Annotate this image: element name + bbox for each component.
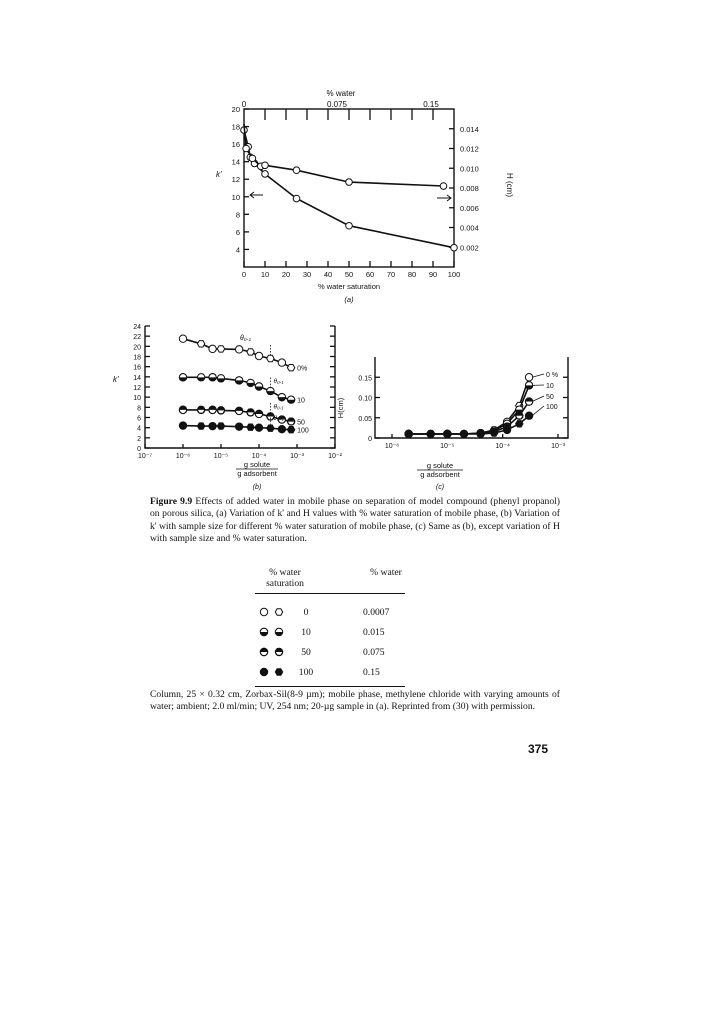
fig-b-theta-label: θ₀.₁: [273, 415, 284, 423]
fig-a-panel-label: (a): [344, 295, 354, 304]
fig-a-left-tick: 12: [231, 175, 240, 185]
fig-a-point: [249, 155, 256, 162]
fig-a-point: [243, 145, 250, 152]
fig-a-bottom-label: % water saturation: [317, 282, 381, 291]
fig-b-x-tick: 10⁻³: [290, 453, 304, 460]
fig-b-x-tick: 10⁻⁴: [251, 453, 267, 460]
fig-b-x-tick: 10⁻²: [328, 453, 342, 460]
fig-b-point: [197, 406, 204, 413]
caption-fig-label: Figure 9.9: [150, 496, 193, 507]
legend-symbols: [255, 645, 289, 659]
fig-a-left-tick: 16: [231, 140, 240, 150]
figure-caption: [150, 496, 560, 546]
fig-b-x-tick: 10⁻⁷: [137, 453, 153, 460]
fig-c-x-tick: 10⁻⁴: [495, 443, 510, 450]
legend-row: [255, 662, 405, 682]
legend-bottom-rule: [255, 686, 405, 687]
fig-c-point: [516, 412, 523, 419]
fig-c-y-label: H(cm): [336, 397, 345, 419]
fig-a-left-tick: 6: [235, 227, 240, 237]
fig-c-point: [444, 430, 451, 437]
fig-b-point: [267, 387, 274, 394]
fig-a-left-tick: 4: [235, 245, 240, 255]
fig-b-point: [267, 355, 274, 361]
fig-a-line-k: [244, 130, 454, 248]
fig-b-point: [179, 335, 186, 342]
fig-b-point: [197, 423, 204, 429]
fig-b-point: [235, 377, 242, 384]
legend-saturation: 10: [301, 626, 311, 638]
fig-a-top-title: % water: [326, 89, 356, 98]
fig-b-panel-label: (b): [252, 484, 262, 491]
fig-c-y-tick: 0.15: [358, 375, 372, 383]
fig-b-y-tick: 20: [133, 344, 141, 352]
legend-water: 0.15: [363, 666, 380, 678]
fig-b-y-tick: 24: [133, 324, 141, 331]
fig-a-right-tick: 0.014: [460, 124, 479, 134]
fig-a-right-tick: 0.006: [460, 203, 479, 213]
legend-water: 0.075: [363, 646, 385, 658]
fig-a-left-tick: 20: [231, 105, 240, 114]
fig-a-point: [293, 167, 300, 174]
fig-a-point: [346, 179, 353, 186]
fig-b-point: [235, 346, 242, 353]
fig-c-x-tick: 10⁻⁶: [384, 443, 400, 450]
fig-b-point: [287, 396, 294, 403]
fig-b-point: [247, 424, 254, 430]
fig-b-point: [217, 407, 224, 414]
fig-a-right-tick: 0.012: [460, 144, 479, 154]
fig-b-point: [255, 410, 262, 417]
fig-b-y-tick: 4: [137, 425, 141, 433]
fig-a-left-tick: 10: [231, 192, 240, 202]
fig-b-point: [255, 424, 262, 431]
fig-b-point: [197, 374, 204, 381]
fig-b-y-tick: 8: [137, 405, 141, 413]
fig-b-point: [179, 374, 186, 381]
fig-c-series-label: 100: [546, 404, 558, 411]
fig-b-point: [235, 423, 242, 430]
fig-a-left-tick: 18: [231, 122, 240, 132]
fig-a-left-tick: 8: [235, 210, 240, 220]
fig-a-point: [451, 244, 458, 251]
figure-c: [330, 353, 580, 493]
fig-c-point: [490, 430, 497, 436]
fig-b-point: [217, 423, 224, 429]
fig-b-point: [217, 375, 224, 382]
legend-circle-symbol: [260, 668, 267, 675]
legend-table: [255, 567, 405, 687]
fig-a-bottom-tick: 100: [447, 270, 461, 279]
fig-a-line-h: [244, 124, 444, 186]
legend-hexagon-symbol: [275, 628, 282, 635]
fig-c-leader-line: [532, 406, 544, 416]
fig-a-point: [440, 183, 447, 190]
fig-a-point: [262, 171, 269, 178]
fig-a-top-tick: 0.15: [423, 100, 439, 109]
fig-a-right-tick: 0.010: [460, 164, 479, 174]
fig-a-bottom-tick: 40: [323, 270, 333, 279]
fig-c-leader-line: [532, 396, 544, 402]
fig-c-series-label: 0 %: [546, 372, 559, 379]
fig-b-theta-label: θ₀.₁: [273, 403, 284, 411]
fig-a-bottom-tick: 50: [344, 270, 354, 279]
fig-c-point: [405, 430, 412, 437]
fig-a-right-label: H (cm): [505, 173, 514, 197]
fig-c-panel-label: (c): [435, 484, 445, 491]
page-number: 375: [528, 742, 549, 756]
fig-b-point: [278, 425, 285, 432]
fig-b-theta-label: θ₀.₁: [273, 378, 284, 386]
fig-b-y-tick: 16: [133, 364, 141, 372]
fig-b-point: [209, 422, 216, 429]
fig-a-bottom-tick: 10: [260, 270, 270, 279]
legend-symbols: [255, 605, 289, 619]
column-note: Column, 25 × 0.32 cm, Zorbax-Sil(8-9 µm); mobile phase, methylene chloride with varying amounts of water; ambient; 2.0 ml/min; UV, 254 nm; 20-µg sample in (a). Reprinted from (30) with permission.: [150, 689, 560, 713]
fig-b-point: [209, 406, 216, 413]
fig-b-point: [247, 349, 254, 355]
fig-b-x-tick: 10⁻⁵: [213, 453, 229, 460]
fig-a-point: [293, 195, 300, 202]
fig-c-y-tick: 0.05: [358, 415, 372, 423]
fig-b-point: [287, 418, 294, 425]
fig-b-xlabel-den: g adsorbent: [237, 469, 277, 478]
fig-c-point: [477, 430, 484, 437]
fig-b-point: [278, 393, 285, 400]
fig-b-y-label: k': [113, 375, 119, 384]
legend-circle-symbol: [260, 648, 267, 655]
legend-col2-header: % water: [370, 567, 402, 578]
fig-b-series-label: 0%: [297, 365, 308, 373]
fig-a-right-tick: 0.002: [460, 243, 479, 253]
fig-c-point: [427, 431, 434, 438]
fig-b-x-tick: 10⁻⁶: [175, 453, 191, 460]
fig-a-frame: [244, 109, 454, 267]
fig-b-point: [255, 352, 262, 359]
legend-saturation: 50: [301, 646, 311, 658]
fig-b-point: [287, 365, 294, 371]
fig-b-point: [179, 422, 186, 429]
fig-b-point: [197, 341, 204, 347]
fig-b-series-label: 100: [297, 427, 309, 435]
caption-text: Effects of added water in mobile phase on separation of model compound (phenyl propanol) on porous silica, (a) Variation of k' and H values with % water saturation of mobile phase, (b) Variation of k' with sample size for different % water saturation of mobile phase, (c) Same as (b), except variation of H with sample size and % water saturation.: [150, 496, 560, 545]
legend-water: 0.015: [363, 626, 385, 638]
fig-c-y-tick: 0: [368, 436, 372, 443]
fig-a-point: [262, 162, 269, 169]
fig-c-point: [525, 374, 532, 381]
fig-a-bottom-tick: 70: [386, 270, 396, 279]
legend-hexagon-symbol: [275, 609, 282, 615]
legend-row: [255, 602, 405, 622]
fig-c-point: [516, 421, 523, 427]
fig-a-right-tick: 0.004: [460, 223, 479, 233]
legend-header-rule: [255, 593, 405, 594]
legend-water: 0.0007: [363, 606, 390, 618]
fig-a-point: [346, 222, 353, 229]
fig-a-bottom-tick: 60: [365, 270, 375, 279]
fig-b-point: [209, 374, 216, 381]
legend-symbols: [255, 665, 289, 679]
fig-a-top-tick: 0.075: [326, 100, 348, 109]
fig-c-point: [525, 412, 532, 419]
fig-b-point: [287, 427, 294, 433]
fig-c-leader-line: [532, 374, 544, 377]
fig-b-point: [255, 383, 262, 390]
fig-a-left-tick: 14: [231, 157, 240, 167]
fig-b-series-label: 50: [297, 419, 305, 427]
fig-b-point: [247, 409, 254, 416]
legend-hexagon-symbol: [275, 669, 282, 675]
fig-b-point: [217, 346, 224, 352]
fig-b-y-tick: 18: [133, 354, 141, 362]
figure-b: [110, 318, 355, 493]
fig-b-point: [267, 425, 274, 431]
fig-c-x-tick: 10⁻³: [551, 443, 565, 450]
fig-c-xlabel-num: g solute: [426, 461, 454, 470]
legend-symbols: [255, 625, 289, 639]
fig-c-series-label: 50: [546, 394, 554, 401]
fig-b-point: [235, 407, 242, 414]
fig-c-point: [503, 426, 510, 433]
fig-b-y-tick: 2: [137, 435, 141, 443]
fig-a-bottom-tick: 0: [241, 270, 247, 279]
fig-b-y-tick: 6: [137, 415, 141, 423]
fig-c-y-tick: 0.10: [358, 395, 372, 403]
fig-a-right-tick: 0.008: [460, 184, 479, 193]
legend-saturation: 100: [298, 666, 314, 678]
fig-a-bottom-tick: 80: [407, 270, 417, 279]
legend-circle-symbol: [260, 628, 267, 635]
fig-b-y-tick: 0: [137, 446, 141, 453]
legend-row: [255, 642, 405, 662]
fig-c-series-label: 10: [546, 383, 554, 390]
legend-row: [255, 622, 405, 642]
fig-c-point: [525, 398, 532, 405]
fig-c-point: [460, 431, 467, 438]
fig-b-y-tick: 10: [133, 395, 141, 403]
fig-a-bottom-tick: 30: [302, 270, 312, 279]
fig-a-bottom-tick: 20: [281, 270, 291, 279]
fig-b-point: [209, 345, 216, 352]
fig-a-top-tick: 0: [241, 100, 247, 109]
fig-a-left-label: k': [216, 170, 222, 179]
fig-b-y-tick: 14: [133, 374, 141, 382]
fig-b-y-tick: 12: [133, 385, 141, 392]
fig-b-xlabel-num: g solute: [243, 460, 271, 469]
fig-b-point: [247, 379, 254, 386]
fig-b-point: [278, 359, 285, 366]
fig-b-series-label: 10: [297, 397, 305, 405]
fig-b-theta-top: θ₀.₁: [240, 335, 251, 342]
legend-circle-symbol: [260, 608, 267, 615]
fig-a-bottom-tick: 90: [428, 270, 438, 279]
fig-c-xlabel-den: g adsorbent: [420, 470, 460, 479]
figure-a: [215, 85, 525, 310]
fig-c-point: [525, 382, 532, 389]
legend-saturation: 0: [303, 606, 309, 618]
fig-c-frame: [375, 357, 568, 438]
fig-a-axis-arrows: [250, 192, 451, 201]
legend-col1-header: % water saturation: [266, 567, 304, 589]
fig-b-y-tick: 22: [133, 334, 141, 342]
fig-c-x-tick: 10⁻⁵: [440, 443, 455, 450]
fig-b-point: [179, 406, 186, 413]
legend-hexagon-symbol: [275, 648, 282, 655]
